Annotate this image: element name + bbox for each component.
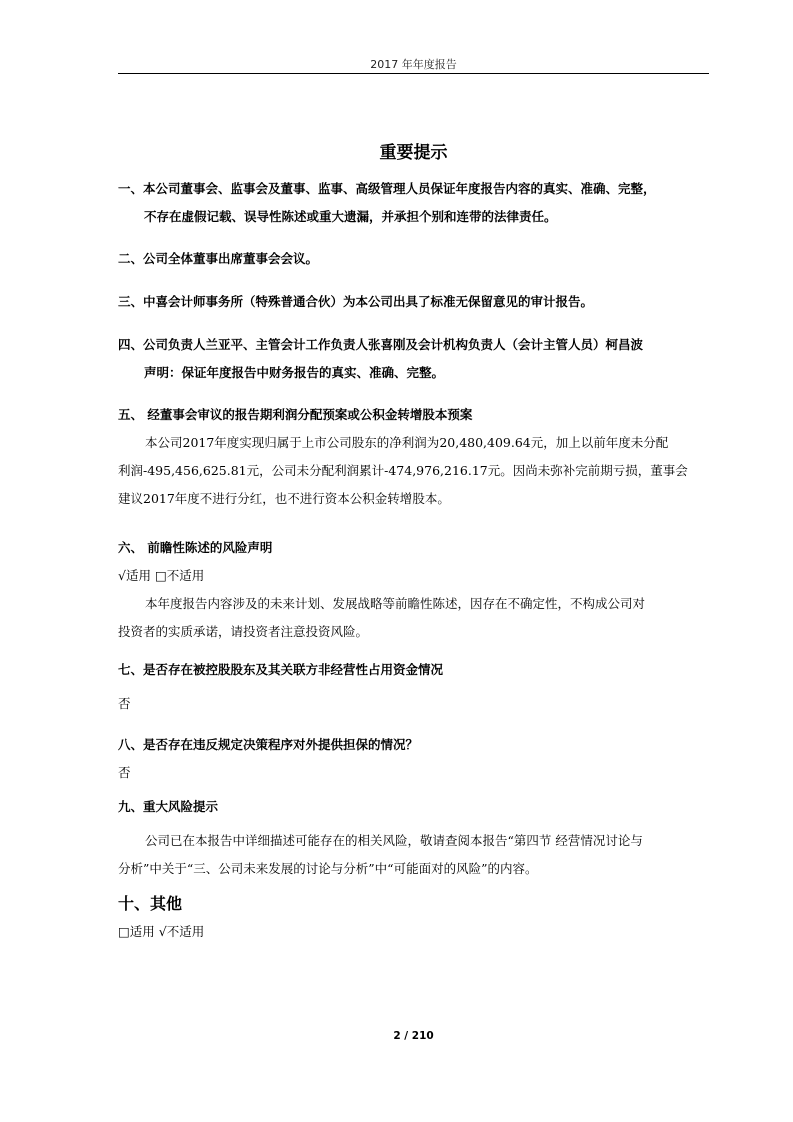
section-1-line-2: 不存在虚假记载、误导性陈述或重大遗漏，并承担个别和连带的法律责任。: [144, 209, 557, 224]
section-3-line-1: 三、中喜会计师事务所（特殊普通合伙）为本公司出具了标准无保留意见的审计报告。: [118, 294, 594, 309]
section-4-line-1: 四、公司负责人兰亚平、主管会计工作负责人张喜刚及会计机构负责人（会计主管人员）柯昌波: [118, 337, 644, 352]
page-title: 重要提示: [379, 143, 448, 163]
section-6-applicability: √适用 □不适用: [118, 568, 205, 583]
section-7-heading: 七、是否存在被控股股东及其关联方非经营性占用资金情况: [118, 662, 444, 677]
section-3: [118, 288, 718, 316]
section-7-answer: 否: [118, 696, 131, 711]
section-5-line-1: 本公司2017年度实现归属于上市公司股东的净利润为20,480,409.64元，加上以前年度未分配: [145, 435, 669, 450]
section-9-heading: 九、重大风险提示: [118, 799, 219, 814]
section-5: [118, 401, 718, 513]
section-1-line-1: 一、本公司董事会、监事会及董事、监事、高级管理人员保证年度报告内容的真实、准确、完整，: [118, 181, 656, 196]
section-2: [118, 245, 718, 273]
section-10: [118, 890, 718, 946]
section-10-heading: 十、其他: [118, 894, 183, 913]
section-6-line-2: 投资者的实质承诺，请投资者注意投资风险。: [118, 624, 369, 639]
page-header: 2017 年年度报告: [370, 58, 457, 71]
page-number: 2 / 210: [393, 1030, 434, 1042]
section-10-applicability: □适用 √不适用: [118, 924, 205, 939]
section-1: [118, 175, 718, 231]
section-4-line-2: 声明：保证年度报告中财务报告的真实、准确、完整。: [144, 365, 445, 380]
section-9-line-1: 公司已在本报告中详细描述可能存在的相关风险，敬请查阅本报告“第四节 经营情况讨论与: [145, 833, 643, 848]
section-4: [118, 331, 718, 387]
section-5-line-3: 建议2017年度不进行分红，也不进行资本公积金转增股本。: [118, 491, 450, 506]
section-9: [118, 793, 718, 883]
section-9-line-2: 分析”中关于“三、公司未来发展的讨论与分析”中“可能面对的风险”的内容。: [118, 861, 538, 876]
section-8-heading: 八、是否存在违反规定决策程序对外提供担保的情况？: [118, 737, 419, 752]
section-2-line-1: 二、公司全体董事出席董事会会议。: [118, 251, 319, 266]
section-6-line-1: 本年度报告内容涉及的未来计划、发展战略等前瞻性陈述，因存在不确定性，不构成公司对: [145, 596, 646, 611]
header-divider: [118, 73, 709, 74]
section-5-heading: 五、 经董事会审议的报告期利润分配预案或公积金转增股本预案: [118, 407, 473, 422]
section-7: [118, 656, 718, 718]
section-8-answer: 否: [118, 765, 131, 780]
section-6: [118, 534, 718, 646]
section-8: [118, 731, 718, 787]
section-5-line-2: 利润-495,456,625.81元，公司未分配利润累计-474,976,216.17元。因尚未弥补完前期亏损，董事会: [118, 463, 688, 478]
section-6-heading: 六、 前瞻性陈述的风险声明: [118, 540, 273, 555]
